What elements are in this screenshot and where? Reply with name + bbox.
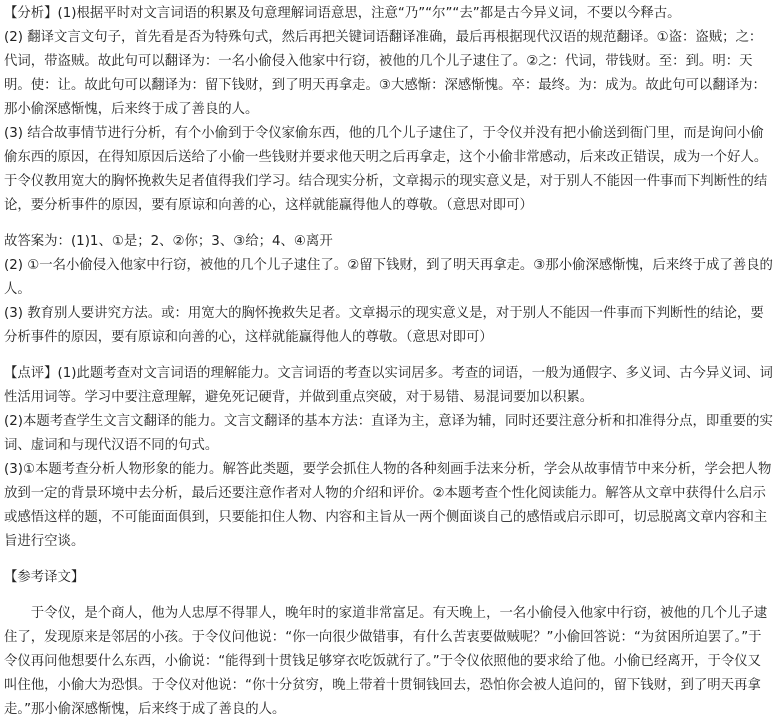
section-gap bbox=[4, 218, 774, 230]
section-gap bbox=[4, 590, 774, 602]
analysis-section bbox=[4, 2, 774, 218]
section-gap bbox=[4, 350, 774, 362]
analysis-paragraph-3: (3) 结合故事情节进行分析，有个小偷到于令仪家偷东西，他的几个儿子逮住了，于令仪并没有把小偷送到衙门里，而是询问小偷偷东西的原因，在得知原因后送给了小偷一些钱财并要求他天明之后再拿走，这个小偷非常感动，后来改正错误，成为一个好人。于令仪教用宽大的胸怀挽救失足者值得我们学习。结合现实分析，文章揭示的现实意义是，对于别人不能因一件事而下判断性的结论，要分析事件的原因，要有原谅和向善的心，这样就能赢得他人的尊敬。（意思对即可） bbox=[4, 126, 768, 213]
analysis-paragraph-1: 【分析】(1)根据平时对文言词语的积累及句意理解词语意思，注意“乃”“尔”“去”都是古今异义词，不要以今释古。 bbox=[4, 6, 681, 21]
comment-paragraph-3: (3)①本题考查分析人物形象的能力。解答此类题，要学会抓住人物的各种刻画手法来分析，学会从故事情节中来分析，学会把人物放到一定的背景环境中去分析，最后还要注意作者对人物的介绍和评价。②本题考查个性化阅读能力。解答从文章中获得什么启示或感悟这样的题，不可能面面俱到，只要能扣住人物、内容和主旨从一两个侧面谈自己的感悟或启示即可，切忌脱离文章内容和主旨进行空谈。 bbox=[4, 462, 772, 549]
answer-paragraph-3: (3) 教育别人要讲究方法。或：用宽大的胸怀挽救失足者。文章揭示的现实意义是，对于别人不能因一件事而下判断性的结论，要分析事件的原因，要有原谅和向善的心，这样就能赢得他人的尊敬。（意思对即可） bbox=[4, 306, 764, 345]
answer-paragraph-2: (2) ①一名小偷侵入他家中行窃，被他的几个儿子逮住了。②留下钱财，到了明天再拿走。③那小偷深感惭愧，后来终于成了善良的人。 bbox=[4, 258, 773, 297]
section-gap bbox=[4, 554, 774, 566]
answer-section bbox=[4, 230, 774, 350]
comment-section bbox=[4, 362, 774, 554]
comment-paragraph-2: (2)本题考查学生文言文翻译的能力。文言文翻译的基本方法：直译为主，意译为辅，同时还要注意分析和扣准得分点，即重要的实词、虚词和与现代汉语不同的句式。 bbox=[4, 414, 773, 453]
analysis-paragraph-2: (2) 翻译文言文句子，首先看是否为特殊句式，然后再把关键词语翻译准确，最后再根据现代汉语的规范翻译。①盗：盗贼；之：代词，带盗贼。故此句可以翻译为：一名小偷侵入他家中行窃，被他的几个儿子逮住了。②之：代词，带钱财。至：到。明：天明。使：让。故此句可以翻译为：留下钱财，到了明天再拿走。③大感惭：深感惭愧。卒：最终。为：成为。故此句可以翻译为：那小偷深感惭愧，后来终于成了善良的人。 bbox=[4, 30, 766, 117]
translation-body: 于令仪，是个商人，他为人忠厚不得罪人，晚年时的家道非常富足。有天晚上，一名小偷侵入他家中行窃，被他的几个儿子逮住了，发现原来是邻居的小孩。于令仪问他说：“你一向很少做错事，有什么苦衷要做贼呢？”小偷回答说：“为贫困所迫罢了。”于令仪再问他想要什么东西，小偷说：“能得到十贯钱足够穿衣吃饭就行了。”于令仪依照他的要求给了他。小偷已经离开，于令仪又叫住他，小偷大为恐惧。于令仪对他说：“你十分贫穷，晚上带着十贯铜钱回去，恐怕你会被人追问的，留下钱财，到了明天再拿走。”那小偷深感惭愧，后来终于成了善良的人。 bbox=[4, 606, 768, 717]
comment-paragraph-1: 【点评】(1)此题考查对文言词语的理解能力。文言词语的考查以实词居多。考查的词语，一般为通假字、多义词、古今异义词、词性活用词等。学习中要注意理解，避免死记硬背，并做到重点突破，对于易错、易混词要加以积累。 bbox=[4, 366, 773, 405]
answer-paragraph-1: 故答案为：(1)1、①是；2、②你；3、③给；4、④离开 bbox=[4, 234, 333, 249]
translation-section bbox=[4, 566, 774, 722]
translation-heading: 【参考译文】 bbox=[4, 570, 85, 585]
